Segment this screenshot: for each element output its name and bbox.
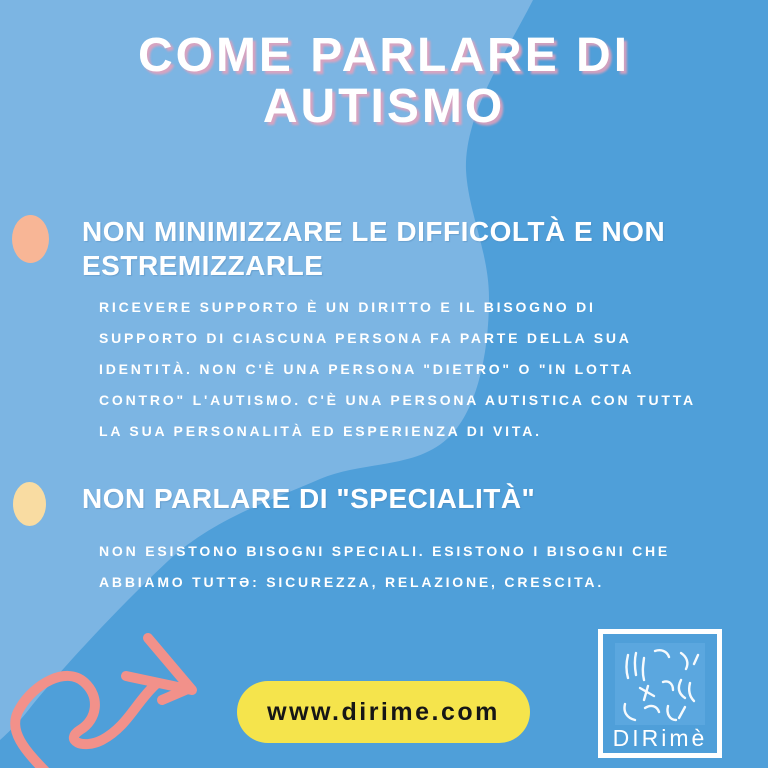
section-heading-line: ESTREMIZZARLE: [82, 250, 324, 281]
section-body: [99, 292, 696, 447]
body-line: IDENTITÀ. NON C'È UNA PERSONA "DIETRO" O "IN LOTTA: [99, 361, 635, 377]
body-line: LA SUA PERSONALITÀ ED ESPERIENZA DI VITA.: [99, 423, 542, 439]
bullet-circle-icon: [12, 215, 49, 263]
body-line: SUPPORTO DI CIASCUNA PERSONA FA PARTE DELLA SUA: [99, 330, 632, 346]
bullet-circle-icon: [13, 482, 46, 526]
section-heading-line: NON PARLARE DI "SPECIALITÀ": [82, 483, 536, 514]
logo-doodles-icon: [615, 643, 705, 725]
section-body: [99, 536, 670, 598]
section-heading: [82, 215, 665, 283]
body-line: CONTRO" L'AUTISMO. C'È UNA PERSONA AUTISTICA CON TUTTA: [99, 392, 696, 408]
logo-doodle-square: [615, 643, 705, 725]
logo-wordmark: DIRimè: [612, 725, 708, 751]
page-title: [0, 30, 768, 132]
section-heading: [82, 482, 535, 516]
squiggle-arrow-icon: [0, 620, 212, 768]
dirime-logo: [598, 629, 722, 758]
website-button-label: www.dirime.com: [267, 697, 500, 726]
section-heading-line: NON MINIMIZZARE LE DIFFICOLTÀ E NON: [82, 216, 666, 247]
body-line: RICEVERE SUPPORTO È UN DIRITTO E IL BISOGNO DI: [99, 299, 596, 315]
body-line: NON ESISTONO BISOGNI SPECIALI. ESISTONO I BISOGNI CHE: [99, 543, 671, 559]
body-line: ABBIAMO TUTTƏ: SICUREZZA, RELAZIONE, CRESCITA.: [99, 574, 605, 590]
page-title-line-1: COME PARLARE DI: [137, 29, 631, 82]
website-button[interactable]: [237, 681, 530, 743]
page-title-line-2: AUTISMO: [262, 80, 506, 133]
